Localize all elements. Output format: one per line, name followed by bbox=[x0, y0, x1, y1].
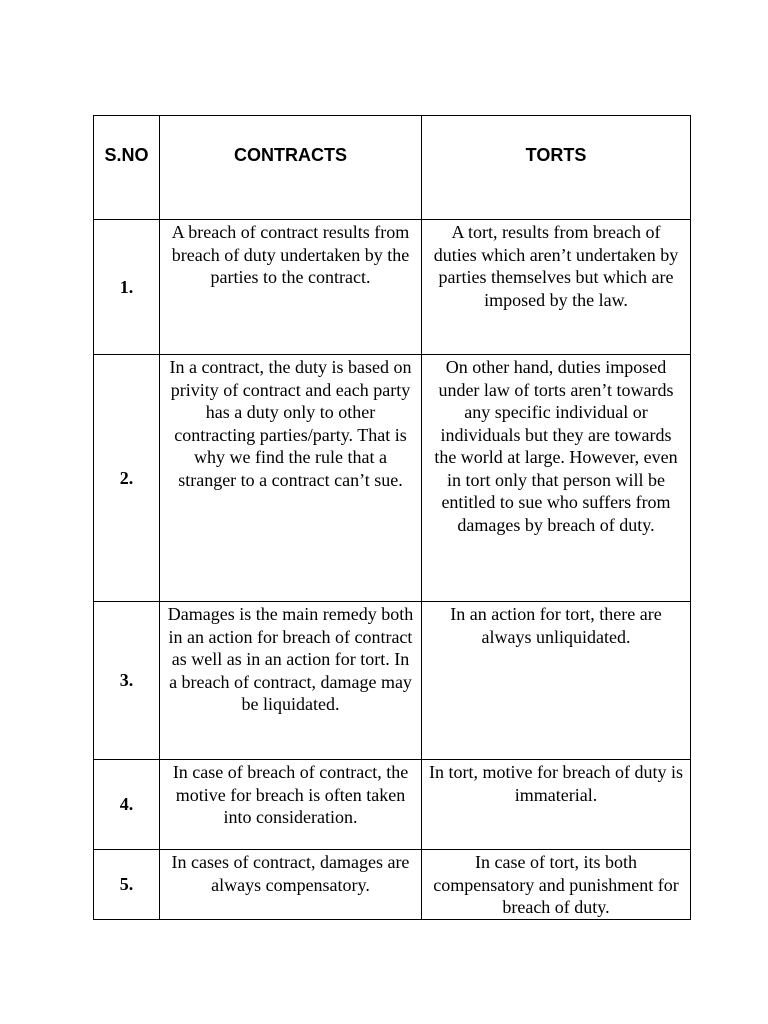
row-number: 5. bbox=[94, 850, 160, 920]
header-row bbox=[94, 116, 691, 220]
contracts-cell: In a contract, the duty is based on privity of contract and each party has a duty only to other contracting parties/party. That is why we find the rule that a stranger to a contract can’t sue. bbox=[160, 355, 422, 602]
contracts-cell: In cases of contract, damages are always compensatory. bbox=[160, 850, 422, 920]
torts-cell: In case of tort, its both compensatory and punishment for breach of duty. bbox=[422, 850, 691, 920]
torts-cell: In an action for tort, there are always unliquidated. bbox=[422, 602, 691, 760]
header-sno: S.NO bbox=[94, 116, 160, 220]
row-number: 4. bbox=[94, 760, 160, 850]
torts-cell: A tort, results from breach of duties which aren’t undertaken by parties themselves but which are imposed by the law. bbox=[422, 220, 691, 355]
table-row bbox=[94, 355, 691, 602]
row-number: 3. bbox=[94, 602, 160, 760]
comparison-table bbox=[93, 115, 691, 920]
row-number: 1. bbox=[94, 220, 160, 355]
contracts-cell: Damages is the main remedy both in an action for breach of contract as well as in an action for tort. In a breach of contract, damage may be liquidated. bbox=[160, 602, 422, 760]
table-row bbox=[94, 220, 691, 355]
contracts-cell: In case of breach of contract, the motive for breach is often taken into consideration. bbox=[160, 760, 422, 850]
contracts-cell: A breach of contract results from breach of duty undertaken by the parties to the contract. bbox=[160, 220, 422, 355]
table-row bbox=[94, 850, 691, 920]
table-row bbox=[94, 760, 691, 850]
header-contracts: CONTRACTS bbox=[160, 116, 422, 220]
header-torts: TORTS bbox=[422, 116, 691, 220]
table-row bbox=[94, 602, 691, 760]
torts-cell: In tort, motive for breach of duty is immaterial. bbox=[422, 760, 691, 850]
torts-cell: On other hand, duties imposed under law of torts aren’t towards any specific individual or individuals but they are towards the world at large. However, even in tort only that person will be entitled to sue who suffers from damages by breach of duty. bbox=[422, 355, 691, 602]
row-number: 2. bbox=[94, 355, 160, 602]
